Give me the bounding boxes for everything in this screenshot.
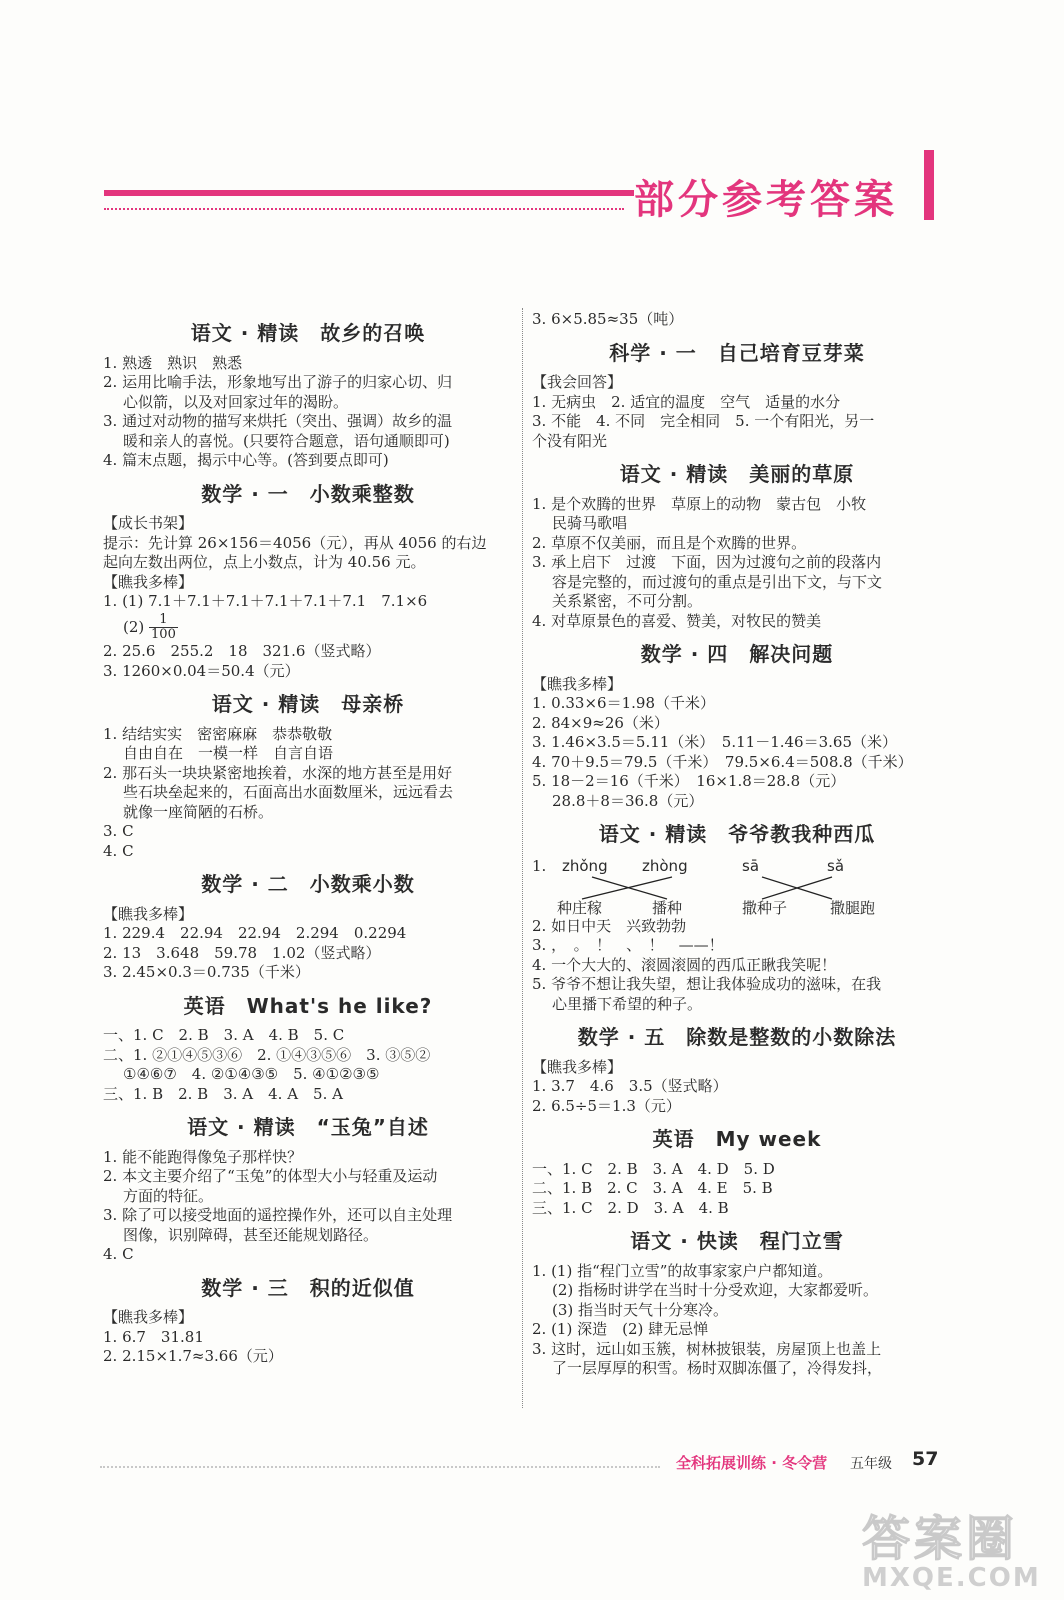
answer-line: 3. 不能 4. 不同 完全相同 5. 一个有阳光，另一 [532,412,875,430]
section-body [103,1026,513,1104]
answer-line: 3. 2.45×0.3＝0.735（千米） [103,963,310,981]
section-body [103,354,513,471]
right-column [532,310,942,1379]
watermark [862,1500,1052,1592]
answer-line: 二、1. ②①④⑤③⑥ 2. ①④③⑤⑥ 3. ③⑤② [103,1045,431,1064]
answer-line: 2. 运用比喻手法，形象地写出了游子的归家心切、归 [103,373,453,391]
footer-grade: 五年级 [850,1456,892,1472]
answer-line: 了一层厚厚的积雪。杨时双脚冻僵了，冷得发抖， [552,1359,883,1377]
section-title: 数学 · 三 积的近似值 [201,1275,415,1300]
answer-line: 3. 这时，远山如玉簇，树林披银装，房屋顶上也盖上 [532,1339,882,1358]
header-dotted-rule [104,208,624,210]
answer-line: 2. 25.6 255.2 18 321.6（竖式略） [103,642,381,660]
section-title: 数学 · 五 除数是整数的小数除法 [577,1025,897,1049]
answer-line: 自由自在 一模一样 自言自语 [123,744,334,762]
match-line [582,877,672,899]
answer-line: 三、1. B 2. B 3. A 4. A 5. A [103,1084,343,1103]
section-body [532,855,942,1015]
fraction-denominator: 100 [151,627,176,642]
answer-line: 2. 草原不仅美丽，而且是个欢腾的世界。 [532,533,807,552]
answer-line: 1. 3.7 4.6 3.5（竖式略） [532,1077,728,1095]
answer-line: 2. 2.15×1.7≈3.66（元） [103,1347,283,1365]
answer-line: 【成长书架】 [103,514,194,532]
fraction [149,613,178,642]
answer-line: 心里播下希望的种子。 [552,994,703,1013]
answer-line: 1. 229.4 22.94 22.94 2.294 0.2294 [103,924,407,942]
answer-line: 1. (1) 指“程门立雪”的故事家家户户都知道。 [532,1261,833,1280]
watermark-en: MXQE.COM [862,1563,1041,1593]
section-body [103,514,513,681]
column-divider [522,308,523,1408]
answer-number: 1. [532,856,547,875]
section-body [532,495,942,632]
answer-line: 关系紧密，不可分割。 [552,592,703,610]
answer-line: 4. 一个大大的、滚圆滚圆的西瓜正瞅我笑呢！ [532,955,837,974]
section-title: 语文 · 精读 爷爷教我种西瓜 [598,822,876,846]
section-body [103,1308,513,1367]
page-title: 部分参考答案 [634,177,898,223]
pinyin-label: zhǒng [562,856,608,875]
word-label: 播种 [652,898,683,917]
answer-line: 【瞧我多棒】 [103,1308,194,1326]
answer-line: 二、1. B 2. C 3. A 4. E 5. B [532,1179,773,1197]
answer-line: 3. C [103,822,134,840]
answer-line: 3. ， 。 ！ 、 ！ ——！ [532,936,724,954]
answer-line: 5. 18－2＝16（千米） 16×1.8＝28.8（元） [532,772,846,790]
footer-dotted-rule [100,1466,660,1468]
section-body [532,310,942,330]
answer-line: 1. 是个欢腾的世界 草原上的动物 蒙古包 小牧 [532,494,867,513]
answer-line: 2. 84×9≈26（米） [532,713,669,732]
answer-line: 一、1. C 2. B 3. A 4. D 5. D [532,1159,775,1178]
section-title: 英语 My week [652,1127,822,1151]
section-body [532,1262,942,1379]
answer-line: 2. 如日中天 兴致勃勃 [532,916,687,935]
answer-line: 一、1. C 2. B 3. A 4. B 5. C [103,1026,345,1044]
answer-line: 2. 6.5÷5＝1.3（元） [532,1096,681,1115]
answer-line: 1. (1) 7.1＋7.1＋7.1＋7.1＋7.1＋7.1 7.1×6 [103,592,428,610]
answer-line: 1. 无病虫 2. 适宜的温度 空气 适量的水分 [532,392,841,411]
pinyin-label: zhòng [642,856,688,875]
section-body [103,725,513,862]
left-column [103,310,513,1367]
answer-line: 1. 能不能跑得像兔子那样快？ [103,1147,303,1166]
answer-line: 4. 70＋9.5＝79.5（千米） 79.5×6.4＝508.8（千米） [532,752,913,771]
section-body [532,1058,942,1117]
answer-line: 3. 承上启下 过渡 下面，因为过渡句之前的段落内 [532,553,882,571]
section-title: 语文 · 精读 美丽的草原 [619,462,855,486]
answer-line: 图像，识别障碍，甚至还能规划路径。 [123,1225,379,1244]
section-body [532,373,942,451]
answer-line: 2. 13 3.648 59.78 1.02（竖式略） [103,943,381,962]
answer-line: 5. 爷爷不想让我失望，想让我体验成功的滋味，在我 [532,975,882,993]
answer-line: 【瞧我多棒】 [103,572,194,591]
answer-label: (2) [123,617,145,636]
pinyin-label: sǎ [827,856,845,875]
section-body [103,905,513,983]
section-body [532,675,942,812]
fraction-numerator: 1 [149,613,178,628]
answer-line: 就像一座简陋的石桥。 [123,802,274,821]
section-title: 语文 · 精读 故乡的召唤 [190,321,426,345]
word-label: 种庄稼 [557,898,603,917]
section-title: 数学 · 一 小数乘整数 [201,481,415,506]
answer-line: (3) 指当时天气十分寒冷。 [552,1300,729,1319]
answer-line: 些石块垒起来的，石面高出水面数厘米，远远看去 [123,783,454,801]
section-title: 英语 What's he like? [183,993,433,1018]
answer-line: 民骑马歌唱 [552,514,628,532]
footer-brand: 全科拓展训练 · 冬令营 [676,1454,828,1472]
answer-line: 个没有阳光 [532,431,608,450]
header-bar [104,190,634,196]
answer-line: 1. 6.7 31.81 [103,1327,204,1346]
section-title: 数学 · 二 小数乘小数 [201,872,415,896]
section-body [532,1160,942,1219]
word-label: 撒种子 [742,898,788,917]
answer-line: 3. 通过对动物的描写来烘托（突出、强调）故乡的温 [103,412,453,430]
answer-line: 1. 0.33×6＝1.98（千米） [532,694,715,712]
answer-line: 28.8＋8＝36.8（元） [552,791,704,810]
answer-line: 4. C [103,841,134,860]
answer-line: 4. C [103,1245,134,1263]
answer-line: 起向左数出两位，点上小数点，计为 40.56 元。 [103,553,426,571]
answer-line: 【瞧我多棒】 [103,904,194,923]
answer-line: 三、1. C 2. D 3. A 4. B [532,1198,729,1217]
answer-line: 1. 结结实实 密密麻麻 恭恭敬敬 [103,724,333,743]
section-title: 科学 · 一 自己培育豆芽菜 [609,340,865,365]
pinyin-label: sā [742,856,760,875]
answer-line: 1. 熟透 熟识 熟悉 [103,353,243,372]
word-label: 撒腿跑 [830,898,876,917]
watermark-cn: 答案圈 [862,1511,1019,1567]
answer-line: 2. 那石头一块块紧密地挨着，水深的地方甚至是用好 [103,763,453,782]
section-body [103,1148,513,1265]
section-title: 语文 · 精读 “玉兔”自述 [187,1115,429,1139]
answer-line: 3. 1.46×3.5＝5.11（米） 5.11－1.46＝3.65（米） [532,733,897,751]
answer-line: 方面的特征。 [123,1186,214,1205]
section-title: 数学 · 四 解决问题 [640,642,834,666]
answer-line: 心似箭，以及对回家过年的渴盼。 [123,392,349,411]
answer-line: 3. 6×5.85≈35（吨） [532,310,684,328]
answer-line: 提示：先计算 26×156＝4056（元），再从 4056 的右边 [103,533,487,552]
header-accent-bar [924,150,934,220]
answer-line: 2. 本文主要介绍了“玉兔”的体型大小与轻重及运动 [103,1167,438,1185]
answer-line: ①④⑥⑦ 4. ②①④③⑤ 5. ④①②③⑤ [123,1065,380,1083]
answer-line: 3. 1260×0.04＝50.4（元） [103,661,300,680]
page-number: 57 [912,1448,939,1470]
matching-exercise [532,855,942,917]
answer-line [103,612,513,643]
answer-line: 【我会回答】 [532,373,623,391]
answer-line: (2) 指杨时讲学在当时十分受欢迎，大家都爱听。 [552,1281,879,1299]
answer-line: 容是完整的，而过渡句的重点是引出下文，与下文 [552,572,883,591]
answer-line: 暖和亲人的喜悦。(只要符合题意，语句通顺即可) [123,431,450,450]
section-title: 语文 · 快读 程门立雪 [630,1229,844,1253]
answer-line: 【瞧我多棒】 [532,674,623,693]
answer-line: 2. (1) 深造 (2) 肆无忌惮 [532,1320,709,1338]
answer-line: 3. 除了可以接受地面的遥控操作外，还可以自主处理 [103,1206,453,1224]
answer-line: 4. 篇末点题，揭示中心等。(答到要点即可) [103,451,389,469]
answer-line: 【瞧我多棒】 [532,1057,623,1076]
answer-line: 4. 对草原景色的喜爱、赞美，对牧民的赞美 [532,611,822,630]
section-title: 语文 · 精读 母亲桥 [211,692,405,716]
